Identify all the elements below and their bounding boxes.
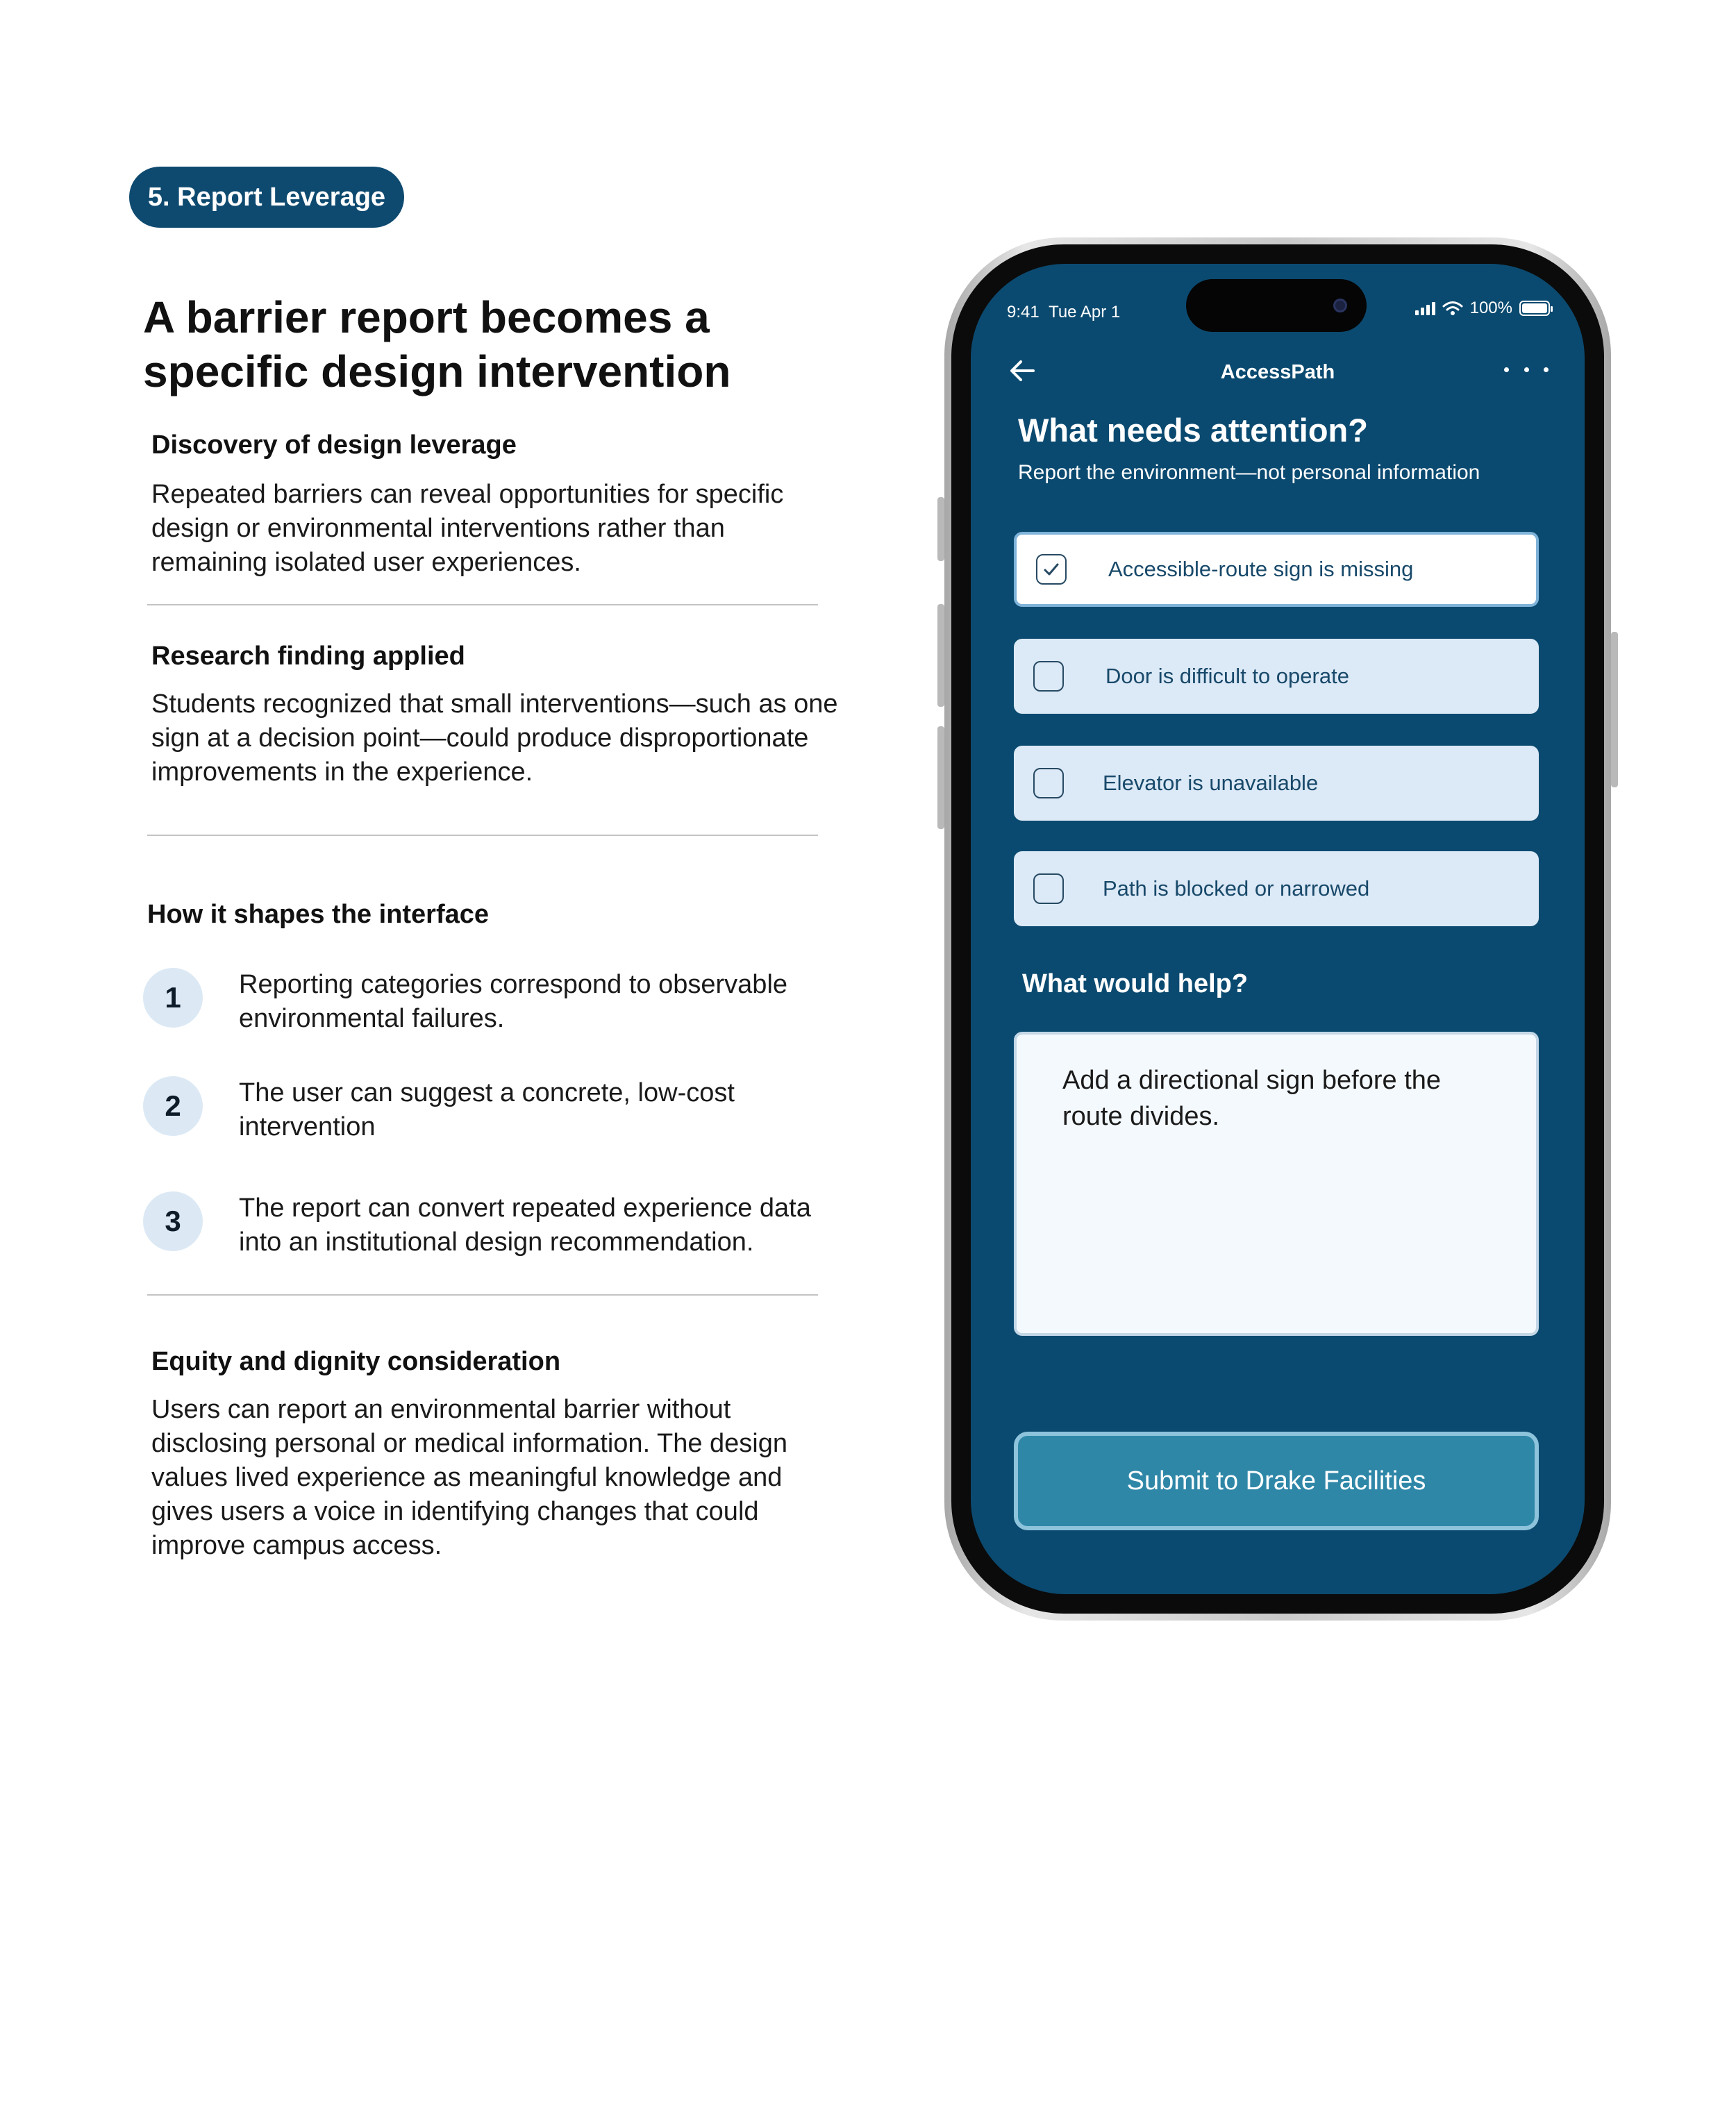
section-title-equity: Equity and dignity consideration <box>151 1347 561 1376</box>
camera-icon <box>1333 299 1347 312</box>
step-number-1: 1 <box>143 968 203 1028</box>
checkbox-checked[interactable] <box>1036 554 1067 585</box>
section-body-discovery: Repeated barriers can reveal opportunities for specific design or environmental interventions rather than remaining isolated user experiences. <box>151 480 784 577</box>
section-title-discovery: Discovery of design leverage <box>151 430 517 460</box>
section-title-research: Research finding applied <box>151 642 465 671</box>
help-title: What would help? <box>1022 969 1249 998</box>
status-bar-indicators <box>1415 299 1550 318</box>
cellular-signal-icon <box>1415 301 1435 315</box>
step-text-1: Reporting categories correspond to observable environmental failures. <box>239 970 788 1033</box>
option-label: Elevator is unavailable <box>1103 771 1319 795</box>
step-number-2: 2 <box>143 1076 203 1136</box>
divider <box>147 835 818 836</box>
section-badge: 5. Report Leverage <box>129 167 404 228</box>
option-path-blocked[interactable] <box>1014 851 1539 926</box>
phone-screen <box>971 264 1585 1594</box>
page-title: A barrier report becomes a specific design intervention <box>143 292 731 396</box>
divider <box>147 1294 818 1296</box>
battery-icon <box>1519 301 1550 316</box>
help-textarea[interactable] <box>1014 1032 1539 1336</box>
checkbox-unchecked[interactable] <box>1033 768 1064 798</box>
option-label: Accessible-route sign is missing <box>1108 557 1414 581</box>
option-sign-missing[interactable] <box>1014 532 1539 607</box>
section-body-research: Students recognized that small interventions—such as one sign at a decision point—could produce disproportionate improvements in the experience. <box>151 689 838 787</box>
volume-down-button <box>937 726 944 829</box>
more-options-icon[interactable] <box>1504 361 1549 378</box>
step-text-2: The user can suggest a concrete, low-cost intervention <box>239 1078 735 1141</box>
submit-button[interactable]: Submit to Drake Facilities <box>1014 1432 1539 1530</box>
battery-percentage: 100% <box>1469 299 1512 317</box>
question-title: What needs attention? <box>1018 412 1368 449</box>
checkbox-unchecked[interactable] <box>1033 873 1064 904</box>
section-body-equity: Users can report an environmental barrier without disclosing personal or medical information. The design values lived experience as meaningful knowledge and gives users a voice in identifying changes that could improve campus access. <box>151 1395 788 1560</box>
action-button <box>937 497 944 561</box>
option-elevator-unavailable[interactable] <box>1014 746 1539 821</box>
volume-up-button <box>937 604 944 707</box>
app-title: AccessPath <box>1220 361 1335 383</box>
wifi-icon <box>1442 301 1463 316</box>
step-text-3: The report can convert repeated experience data into an institutional design recommendation. <box>239 1194 811 1257</box>
help-textarea-value: Add a directional sign before the route divides. <box>1062 1066 1442 1131</box>
step-number-3: 3 <box>143 1191 203 1251</box>
checkmark-icon <box>1041 559 1062 580</box>
option-label: Path is blocked or narrowed <box>1103 876 1370 901</box>
option-door-difficult[interactable] <box>1014 639 1539 714</box>
question-subtitle: Report the environment—not personal information <box>1018 461 1480 484</box>
section-title-interface: How it shapes the interface <box>147 900 490 929</box>
option-label: Door is difficult to operate <box>1105 664 1349 688</box>
dynamic-island <box>1186 279 1367 332</box>
power-button <box>1611 632 1618 787</box>
divider <box>147 604 818 605</box>
checkbox-unchecked[interactable] <box>1033 661 1064 692</box>
status-bar-time: 9:41 Tue Apr 1 <box>1007 303 1121 321</box>
